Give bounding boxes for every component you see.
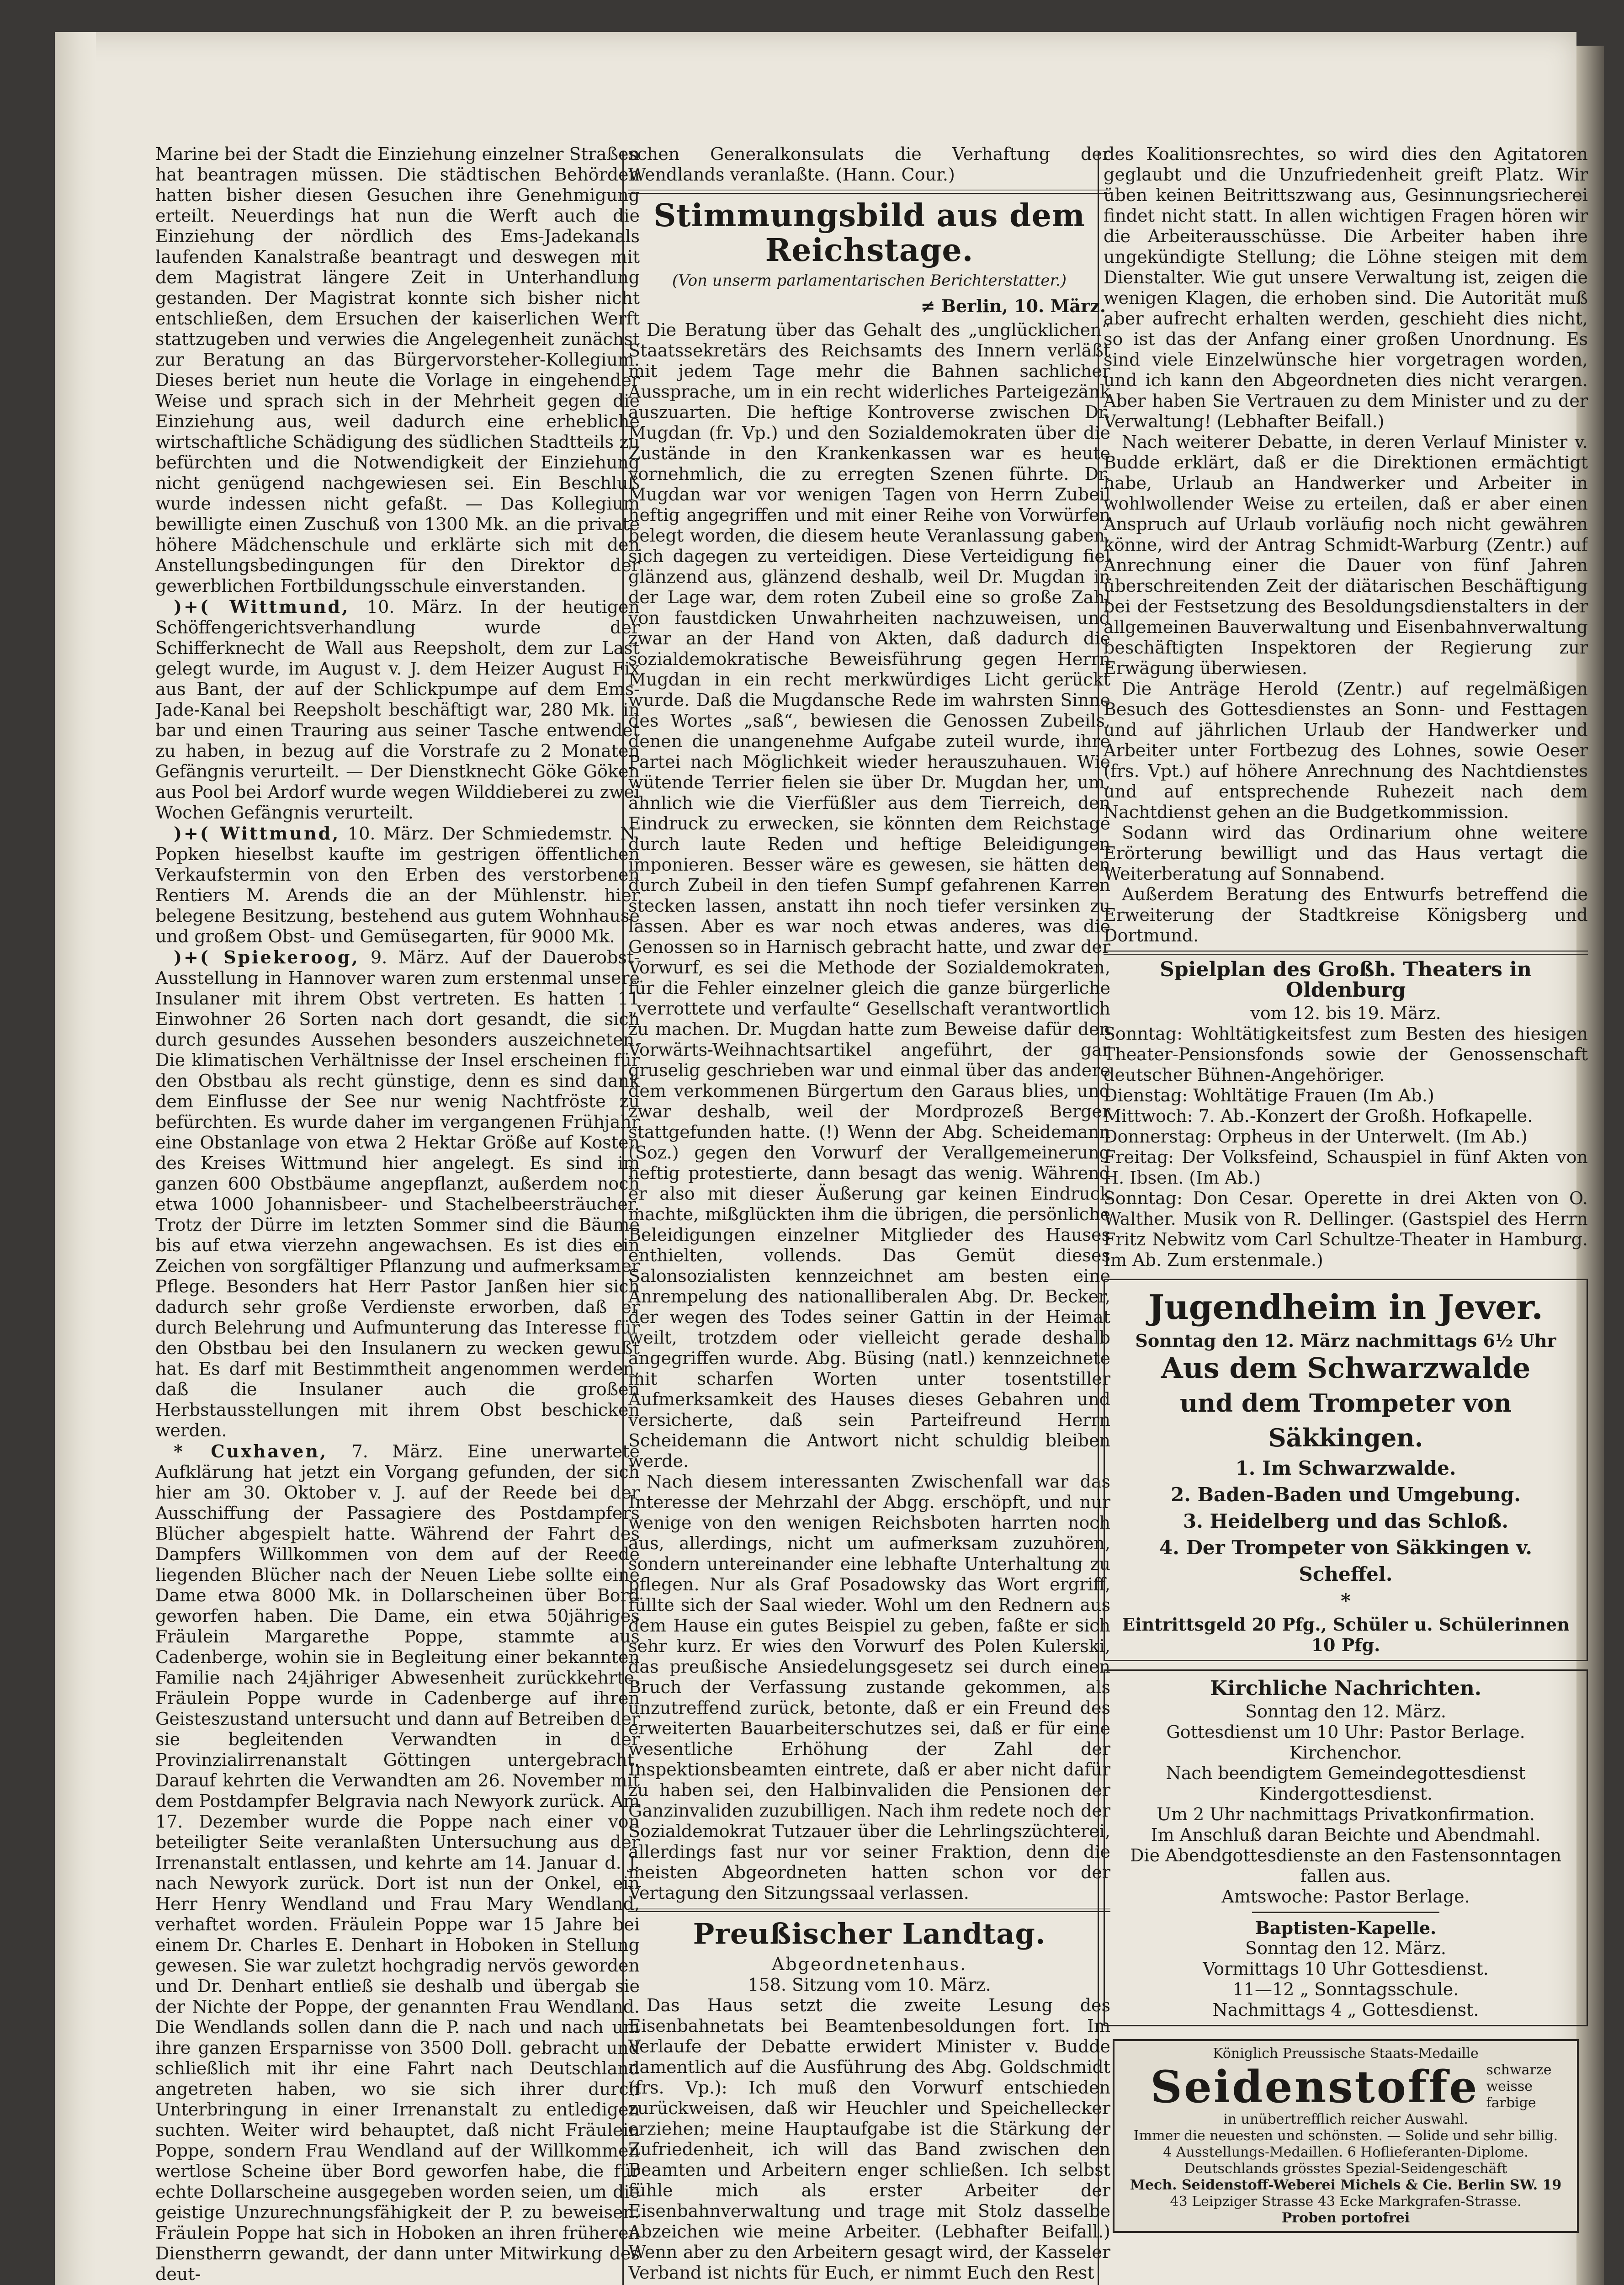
baptist-line: Vormittags 10 Uhr Gottesdienst. xyxy=(1203,1959,1489,1979)
wittmund-sale-article xyxy=(155,823,640,947)
church-date: Sonntag den 12. März. xyxy=(1245,1701,1446,1722)
dateline-place: )+( Spiekeroog, xyxy=(174,947,360,967)
jugendheim-item: 1. Im Schwarzwalde. xyxy=(1235,1457,1456,1479)
church-title: Kirchliche Nachrichten. xyxy=(1210,1677,1482,1700)
landtag-session: 158. Sitzung vom 10. März. xyxy=(748,1975,991,1995)
church-line: Kindergottesdienst. xyxy=(1258,1784,1433,1804)
cuxhaven-article-continued: schen Generalkonsulats die Verhaftung der Wendlands veranlaßte. (Hann. Cour.) xyxy=(628,144,1110,185)
jugendheim-item: 3. Heidelberg und das Schloß. xyxy=(1183,1510,1508,1532)
theater-entry: Mittwoch: 7. Ab.-Konzert der Großh. Hofkapelle. xyxy=(1104,1106,1533,1126)
landtag-paragraph: Außerdem Beratung des Entwurfs betreffend die Erweiterung der Stadtkreise Königsberg und Dortmund. xyxy=(1104,884,1588,946)
theater-entry: Sonntag: Wohltätigkeitsfest zum Besten des hiesigen Theater-Pensionsfonds sowie der Genossenschaft deutscher Bühnen-Angehöriger. xyxy=(1104,1024,1588,1085)
theater-entry: Freitag: Der Volksfeind, Schauspiel in fünf Akten von H. Ibsen. (Im Ab.) xyxy=(1104,1147,1588,1188)
silk-word: Seidenstoffe xyxy=(1150,2061,1479,2113)
theater-period: vom 12. bis 19. März. xyxy=(1250,1003,1441,1023)
section-divider xyxy=(628,1908,1110,1912)
column-3 xyxy=(1104,144,1588,2285)
reichstag-paragraph: Nach diesem interessanten Zwischenfall war das Interesse der Mehrzahl der Abgg. erschöpft, und nur wenige von den wenigen Reichsboten harrten noch aus, allerdings, nicht um aufmerksam zuzuhören, sondern untereinander eine lebhafte Unterhaltung zu pflegen. Nur als Graf Posadowsky das Wort ergriff, füllte sich der Saal wieder. Wohl um den Rednern aus dem Hause ein gutes Beispiel zu geben, faßte er sich sehr kurz. Er wies den Vorwurf des Polen Kulerski, das preußische Ansiedelungsgesetz sei durch einen Bruch der Verfassung zustande gekommen, als unzutreffend zurück, betonte, daß er ein Freund des erweiterten Bauarbeiterschutzes sei, daß er für eine wesentliche Erhöhung der Zahl der Inspektionsbeamten eintrete, daß er aber nicht dafür zu haben sei, den Halbinvaliden die Pensionen der Ganzinvaliden zuzubilligen. Nach ihm redete noch der Sozialdemokrat Tutzauer über die Lehrlingszüchterei, allerdings fast nur vor seiner Fraktion, denn die meisten Abgeordneten hatten schon vor der Vertagung den Sitzungssaal verlassen. xyxy=(628,1472,1110,1903)
baptist-line: 11—12 „ Sonntagsschule. xyxy=(1232,1979,1459,1999)
reichstag-dateline: ≠ Berlin, 10. März. xyxy=(920,296,1106,316)
silk-header xyxy=(1119,2062,1572,2111)
baptist-title: Baptisten-Kapelle. xyxy=(1255,1918,1437,1938)
theater-entry: Sonntag: Don Cesar. Operette in drei Akten von O. Walther. Musik von R. Dellinger. (Gastspiel des Herrn Fritz Nebwitz vom Carl Schultze-Theater in Hamburg. Im Ab. Zum erstenmale.) xyxy=(1104,1188,1588,1270)
column-1 xyxy=(155,144,640,2285)
jugendheim-star: * xyxy=(1341,1589,1351,1612)
landtag-paragraph: Nach weiterer Debatte, in deren Verlauf Minister v. Budde erklärt, daß er die Direktionen ermächtigt habe, Urlaub an Handwerker und Arbeiter in wohlwollender Weise zu erteilen, daß er aber einen Anspruch auf Urlaub vorläufig noch nicht gewähren könne, wird der Antrag Schmidt-Warburg (Zentr.) auf Anrechnung einer die Dauer von fünf Jahren überschreitenden Zeit der diätarischen Beschäftigung bei der Festsetzung des Besoldungsdienstalters in der allgemeinen Bauverwaltung und Eisenbahnverwaltung beschäftigten Inspektoren der Regierung zur Erwägung überwiesen. xyxy=(1104,432,1588,678)
baptist-line: Nachmittags 4 „ Gottesdienst. xyxy=(1212,2000,1479,2020)
silk-proben: Proben portofrei xyxy=(1281,2210,1410,2226)
landtag-text: Das Haus setzt die zweite Lesung des Eisenbahnetats bei Beamtenbesoldungen fort. Im Verlaufe der Debatte erwidert Minister v. Budde namentlich auf die Ausführung des Abg. Goldschmidt (frs. Vp.): Ich muß den Vorwurf entschieden zurückweisen, daß wir Heuchler und Speichellecker erziehen; meine Hauptaufgabe ist die Stärkung der Zufriedenheit, ich will das Band zwischen den Beamten und Arbeitern enger schließen. Ich selbst fühle mich als erster Arbeiter der Eisenbahnverwaltung und trage mit Stolz dasselbe Abzeichen wie meine Arbeiter. (Lebhafter Beifall.) Wenn aber zu den Arbeitern gesagt wird, der Kasseler Verband ist nichts für Euch, er nimmt Euch den Rest xyxy=(628,1995,1110,2283)
church-line: Gottesdienst um 10 Uhr: Pastor Berlage. xyxy=(1166,1722,1525,1742)
church-line: Um 2 Uhr nachmittags Privatkonfirmation. xyxy=(1156,1804,1535,1824)
theater-schedule xyxy=(1104,959,1588,1270)
section-divider xyxy=(1104,951,1588,955)
silk-advertisement xyxy=(1113,2039,1579,2233)
jugendheim-item: 4. Der Trompeter von Säkkingen v. Scheffel. xyxy=(1159,1536,1532,1585)
jugendheim-line2: und dem Trompeter von Säkkingen. xyxy=(1179,1388,1512,1452)
silk-desc: Immer die neuesten und schönsten. — Solide und sehr billig. xyxy=(1133,2128,1558,2144)
church-line: Die Abendgottesdienste an den Fastensonntagen fallen aus. xyxy=(1130,1845,1562,1886)
silk-desc: Deutschlands grösstes Spezial-Seidengeschäft xyxy=(1184,2161,1507,2177)
article-text: 7. März. Eine unerwartete Aufklärung hat jetzt ein Vorgang gefunden, der sich hier am 30. Oktober v. J. auf der Reede bei der Ausschiffung der Passagiere des Postdampfers Blücher abgespielt hatte. Während der Fahrt des Dampfers Willkommen von dem auf der Reede liegenden Blücher nach der Neuen Liebe sollte eine Dame etwa 8000 Mk. in Dollarscheinen über Bord geworfen haben. Die Dame, ein etwa 50jähriges Fräulein Margarethe Poppe, stammte aus Cadenberge, wohin sie in Begleitung einer bekannten Familie nach 24jähriger Abwesenheit zurückkehrte. Fräulein Poppe wurde in Cadenberge auf ihren Geisteszustand untersucht und dann auf Betreiben der sie begleitenden Verwandten in der Provinzialirrenanstalt Göttingen untergebracht. Darauf kehrten die Verwandten am 26. November mit dem Postdampfer Belgravia nach Newyork zurück. Am 17. Dezember wurde die Poppe nach einer von beteiligter Seite veranlaßten Untersuchung aus der Irrenanstalt entlassen, und kehrte am 14. Januar d. J. nach Newyork zurück. Dort ist nun der Onkel, ein Herr Henry Wendland und Frau Mary Wendland, verhaftet worden. Fräulein Poppe war 15 Jahre bei einem Dr. Charles E. Denhart in Hoboken in Stellung gewesen. Sie war zuletzt hochgradig nervös geworden und Dr. Denhart entließ sie deshalb und übergab sie der Nichte der Poppe, der genannten Frau Wendland. Die Wendlands sollen dann die P. nach und nach um ihre ganzen Ersparnisse von 3500 Doll. gebracht und schließlich mit ihr eine Fahrt nach Deutschland angetreten haben, wo sie sich ihrer durch Unterbringung in einer Irrenanstalt zu entledigen suchten. Weiter wird behauptet, daß nicht Fräulein Poppe, sondern Frau Wendland auf der Willkommen wertlose Scheine über Bord geworfen habe, die für echte Dollarscheine ausgegeben worden seien, um die geistige Unzurechnungsfähigkeit der P. zu beweisen. Fräulein Poppe hat sich in Hoboken an ihren früheren Dienstherrn gewandt, der dann unter Mitwirkung des deut- xyxy=(155,1441,640,2284)
church-line: Amtswoche: Pastor Berlage. xyxy=(1221,1886,1470,1907)
theater-title: Spielplan des Großh. Theaters in Oldenburg xyxy=(1160,958,1532,1002)
theater-entry: Donnerstag: Orpheus in der Unterwelt. (Im Ab.) xyxy=(1104,1127,1528,1147)
jugendheim-admission: Eintrittsgeld 20 Pfg., Schüler u. Schülerinnen 10 Pfg. xyxy=(1122,1614,1570,1655)
church-divider xyxy=(1252,1912,1439,1913)
spiekeroog-article xyxy=(155,947,640,1441)
silk-address: 43 Leipziger Strasse 43 Ecke Markgrafen-Strasse. xyxy=(1170,2194,1522,2210)
jugendheim-date: Sonntag den 12. März nachmittags 6½ Uhr xyxy=(1135,1330,1556,1351)
article-text: 9. März. Auf der Dauerobst-Ausstellung in Hannover waren zum erstenmal unsere Insulaner mit ihrem Obst vertreten. Es hatten 11 Einwohner 26 Sorten nach dort gesandt, die sich durch gesundes Aussehen besonders auszeichneten. Die klimatischen Verhältnisse der Insel erscheinen für den Obstbau als recht günstige, denn es sind dank dem Einflusse der See nur wenig Nachtfröste zu befürchten. Es wurde daher im vergangenen Frühjahr eine Obstanlage von etwa 2 Hektar Größe auf Kosten des Kreises Wittmund hier angelegt. Es sind im ganzen 600 Obstbäume angepflanzt, außerdem noch etwa 1000 Johannisbeer- und Stachelbeersträucher. Trotz der Dürre im letzten Sommer sind die Bäume bis auf etwa vierzehn angewachsen. Es ist dies ein Zeichen von sorgfältiger Pflanzung und aufmerksamer Pflege. Besonders hat Herr Pastor Janßen hier sich dadurch sehr große Verdienste erworben, daß er durch Belehrung und Aufmunterung das Interesse für den Obstbau bei den Insulanern zu wecken gewußt hat. Es darf mit Bestimmtheit angenommen werden, daß die Insulaner auch die großen Herbstausstellungen mit ihrem Obst beschicken werden. xyxy=(155,947,640,1440)
theater-entry: Dienstag: Wohltätige Frauen (Im Ab.) xyxy=(1104,1085,1434,1105)
reichstag-heading: Stimmungsbild aus dem Reichstage. xyxy=(653,197,1085,269)
silk-firm: Mech. Seidenstoff-Weberei Michels & Cie. Berlin SW. 19 xyxy=(1130,2177,1562,2193)
silk-medal: Königlich Preussische Staats-Medaille xyxy=(1213,2046,1479,2062)
dateline-place: )+( Wittmund, xyxy=(174,596,350,617)
page-binding-gutter xyxy=(55,32,96,2285)
church-line: Im Anschluß daran Beichte und Abendmahl. xyxy=(1151,1825,1541,1845)
baptist-date: Sonntag den 12. März. xyxy=(1245,1938,1446,1958)
reichstag-paragraph: Die Beratung über das Gehalt des „unglücklichen“ Staatssekretärs des Reichsamts des Innern verläßt mit jedem Tage mehr die Bahnen sachlicher Aussprache, um in ein recht widerliches Parteigezänk auszuarten. Die heftige Kontroverse zwischen Dr. Mugdan (fr. Vp.) und den Sozialdemokraten über die Zustände in den Krankenkassen war es heute vornehmlich, die zu erregten Szenen führte. Dr. Mugdan war vor wenigen Tagen von Herrn Zubeil heftig angegriffen und mit einer Reihe von Vorwürfen belegt worden, die diesem heute Veranlassung gaben, sich dagegen zu verteidigen. Diese Verteidigung fiel glänzend aus, glänzend deshalb, weil Dr. Mugdan in der Lage war, dem roten Zubeil eine so große Zahl von faustdicken Unwahrheiten nachzuweisen, und zwar an der Hand von Akten, daß dadurch die sozialdemokratische Beweisführung gegen Herrn Mugdan in ein recht merkwürdiges Licht gerückt wurde. Daß die Mugdansche Rede im wahrsten Sinne des Wortes „saß“, bewiesen die Genossen Zubeils, denen die unangenehme Aufgabe zuteil wurde, ihre Partei nach Möglichkeit wieder herauszuhauen. Wie wütende Terrier fielen sie über Dr. Mugdan her, um, ähnlich wie die Vierfüßler aus dem Tierreich, den Eindruck zu erwecken, sie könnten dem Reichstage durch laute Reden und heftige Beleidigungen imponieren. Besser wäre es gewesen, sie hätten den durch Zubeil in den tiefen Sumpf gefahrenen Karren stecken lassen, anstatt ihn noch tiefer versinken zu lassen. Aber es war noch etwas anderes, was die Genossen so in Harnisch gebracht hatte, und zwar der Vorwurf, es sei die Methode der Sozialdemokraten, für die Fehler einzelner gleich die ganze bürgerliche „verrottete und verfaulte“ Gesellschaft verantwortlich zu machen. Dr. Mugdan hatte zum Beweise dafür den Vorwärts-Weihnachtsartikel angeführt, der gar gruselig geschrieben war und einmal über das andere dem verkommenen Bürgertum den Garaus blies, und zwar deshalb, weil der Mordprozeß Berger stattgefunden hatte. (!) Wenn der Abg. Scheidemann (Soz.) gegen den Vorwurf der Verallgemeinerung heftig protestierte, dann besagt das wenig. Während er also mit dieser Äußerung gar keinen Eindruck machte, mißglückten ihm die übrigen, die persönliche Beleidigungen einzelner Mitglieder des Hauses enthielten, vollends. Das Gemüt dieses Salonsozialisten kennzeichnet am besten eine Anrempelung des nationalliberalen Abg. Dr. Becker, der wegen des Todes seiner Gattin in der Heimat weilt, trotzdem oder vielleicht gerade deshalb angegriffen wurde. Abg. Büsing (natl.) kennzeichnete mit scharfen Worten unter tosentstiller Aufmerksamkeit des Hauses dieses Gebahren und versicherte, daß sein Parteifreund Herrn Scheidemann die Antwort nicht schuldig bleiben werde. xyxy=(628,320,1110,1471)
jugendheim-line1: Aus dem Schwarzwalde xyxy=(1161,1351,1531,1385)
wittmund-court-article xyxy=(155,596,640,823)
jugendheim-title: Jugendheim in Jever. xyxy=(1148,1288,1544,1327)
landtag-paragraph: Die Anträge Herold (Zentr.) auf regelmäßigen Besuch des Gottesdienstes an Sonn- und Festtagen und auf jährlichen Urlaub der Handwerker und Arbeiter unter Fortbezug des Lohnes, sowie Oeser (frs. Vpt.) auf höhere Anrechnung des Nachtdienstes und auf entsprechende Ruhezeit nach dem Nachtdienst gehen an die Budgetkommission. xyxy=(1104,679,1588,822)
church-line: Kirchenchor. xyxy=(1289,1743,1402,1763)
church-line: Nach beendigtem Gemeindegottesdienst xyxy=(1166,1763,1526,1783)
landtag-paragraph: des Koalitionsrechtes, so wird dies den Agitatoren geglaubt und die Unzufriedenheit greift Platz. Wir üben keinen Beitrittszwang aus, Gesinnungsriecherei findet nicht statt. In allen wichtigen Fragen hören wir die Arbeiterausschüsse. Die Arbeiter haben ihre ungekündigte Stellung; die Löhne steigen mit dem Dienstalter. Wie gut unsere Verwaltung ist, zeigen die wenigen Klagen, die erhoben sind. Die Autorität muß aber aufrecht erhalten werden, geschieht dies nicht, so ist das der Anfang einer großen Unordnung. Es sind viele Einzelwünsche hier vorgetragen worden, und ich kann den Abgeordneten dies nicht verargen. Aber haben Sie Vertrauen zu dem Minister und zu der Verwaltung! (Lebhafter Beifall.) xyxy=(1104,144,1588,431)
reichstag-subtitle: (Von unserm parlamentarischen Berichterstatter.) xyxy=(672,271,1067,290)
column-2 xyxy=(628,144,1110,2285)
jugendheim-item: 2. Baden-Baden und Umgebung. xyxy=(1171,1483,1521,1506)
landtag-heading: Preußischer Landtag. xyxy=(693,1917,1046,1950)
jugendheim-ad xyxy=(1104,1279,1588,1661)
dateline-place: * Cuxhaven, xyxy=(174,1441,328,1461)
cuxhaven-article xyxy=(155,1441,640,2285)
silk-colors: schwarze weisse farbige xyxy=(1486,2062,1552,2111)
article-text: 10. März. In der heutigen Schöffengerichtsverhandlung wurde der Schifferknecht de Wall aus Reepsholt, dem zur Last gelegt wurde, im August v. J. dem Heizer August Fix aus Bant, der auf der Schlickpumpe auf dem Ems-Jade-Kanal bei Reepsholt beschäftigt war, 280 Mk. in bar und einen Trauring aus seiner Tasche entwendet zu haben, in bezug auf die Vorstrafe zu 2 Monaten Gefängnis verurteilt. — Der Dienstknecht Göke Göken aus Pool bei Ardorf wurde wegen Wilddieberei zu zwei Wochen Gefängnis verurteilt. xyxy=(155,597,640,823)
landtag-paragraph: Sodann wird das Ordinarium ohne weitere Erörterung bewilligt und das Haus vertagt die Weiterberatung auf Sonnabend. xyxy=(1104,823,1588,884)
section-divider xyxy=(628,190,1110,194)
silk-desc: in unübertrefflich reicher Auswahl. xyxy=(1223,2111,1468,2127)
silk-desc: 4 Ausstellungs-Medaillen. 6 Hoflieferanten-Diplome. xyxy=(1163,2144,1528,2160)
church-notices xyxy=(1104,1669,1588,2026)
dateline-place: )+( Wittmund, xyxy=(174,823,340,844)
article-text: 10. März. Der Schmiedemstr. N. Popken hieselbst kaufte im gestrigen öffentlichen Verkaufstermin von den Erben des verstorbenen Rentiers M. Arends die an der Mühlenstr. hier belegene Besitzung, bestehend aus gutem Wohnhause und großem Obst- und Gemüsegarten, für 9000 Mk. xyxy=(155,824,640,946)
landtag-house: Abgeordnetenhaus. xyxy=(771,1954,967,1974)
wilhelmshaven-article: Marine bei der Stadt die Einziehung einzelner Straßen hat beantragen müssen. Die städtischen Behörden hatten bisher diesen Gesuchen ihre Genehmigung erteilt. Neuerdings hat nun die Werft auch die Einziehung der nördlich des Ems-Jadekanals laufenden Kanalstraße beantragt und deswegen mit dem Magistrat längere Zeit in Unterhandlung gestanden. Der Magistrat konnte sich bisher nicht entschließen, dem Ersuchen der kaiserlichen Werft stattzugeben und verwies die Angelegenheit zunächst zur Beratung an das Bürgervorsteher-Kollegium. Dieses beriet nun heute die Vorlage in eingehender Weise und sprach sich in der Mehrheit gegen die Einziehung aus, weil dadurch eine erhebliche wirtschaftliche Schädigung des südlichen Stadtteils zu befürchten und die Notwendigkeit der Einziehung nicht genügend nachgewiesen sei. Ein Beschluß wurde indessen nicht gefaßt. — Das Kollegium bewilligte einen Zuschuß von 1300 Mk. an die private höhere Mädchenschule und erklärte sich mit den Anstellungsbedingungen für den Direktor der gewerblichen Fortbildungsschule einverstanden. xyxy=(155,144,640,596)
